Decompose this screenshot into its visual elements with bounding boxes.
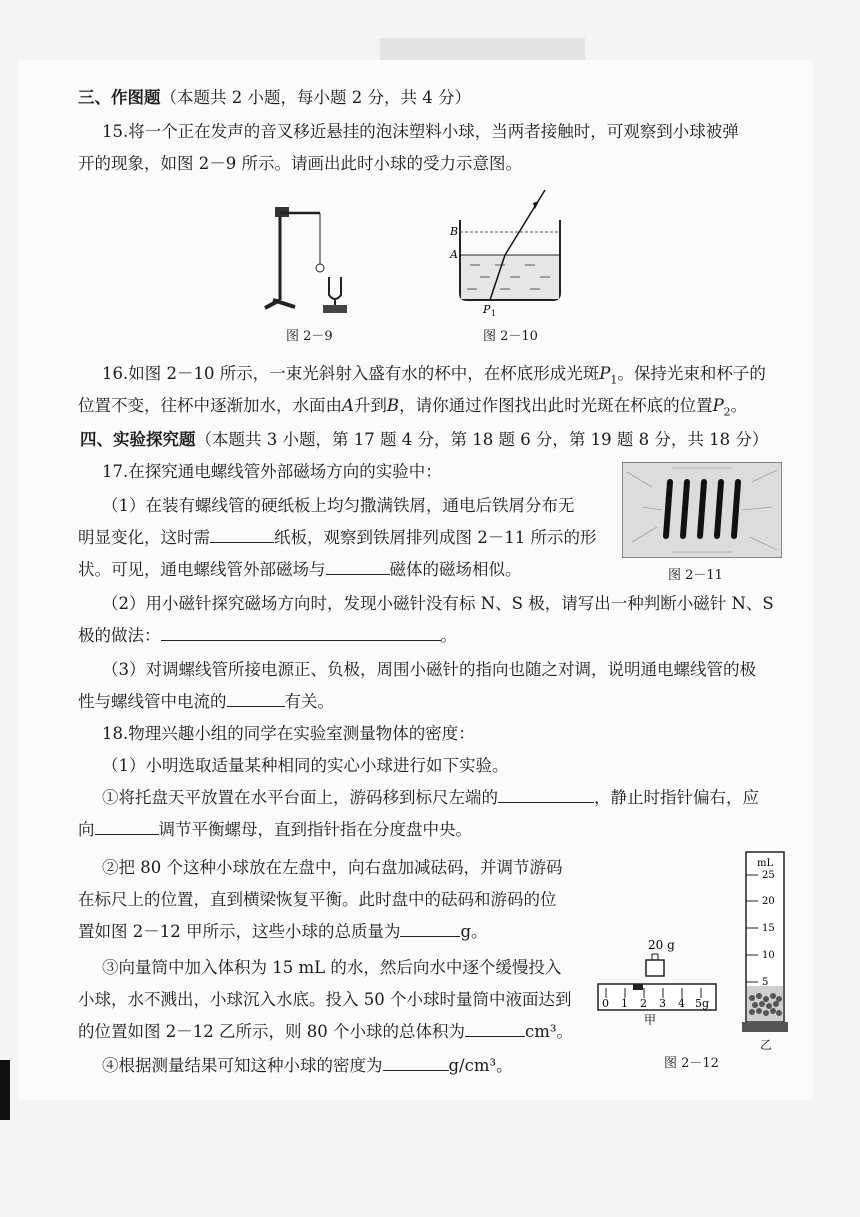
q18-s2-line1: ②把 80 个这种小球放在左盘中，向右盘加减砝码，并调节游码 [102,858,563,877]
section4-note: （本题共 3 小题，第 17 题 4 分，第 18 题 6 分，第 19 题 8 分，共 18 分） [195,430,769,449]
q18-s1-line1: ①将托盘天平放置在水平台面上，游码移到标尺左端的 ，静止时指针偏右，应 [102,788,759,807]
cylinder-tick: 15 [762,923,775,934]
q15-line2: 开的现象，如图 2－9 所示。请画出此时小球的受力示意图。 [78,154,522,173]
figure-2-12-balance-scale [596,936,721,1026]
q17-p2-line2: 极的做法： 。 [78,626,457,645]
q16-line2: 位置不变，往杯中逐渐加水，水面由A升到B，请你通过作图找出此时光斑在杯底的位置$P_2$。 [78,396,748,419]
label-a: A [450,248,458,261]
q18-intro: 18.物理兴趣小组的同学在实验室测量物体的密度： [102,724,475,743]
q17-p1-line3: 状。可见，通电螺线管外部磁场与 磁体的磁场相似。 [78,560,522,579]
cylinder-unit: mL [757,858,774,869]
answer-blank[interactable] [383,1054,449,1071]
cylinder-tick: 10 [762,950,775,961]
section3-note: （本题共 2 小题，每小题 2 分，共 4 分） [160,88,471,107]
section4-title [80,428,768,452]
q18-s1-line2: 向 调节平衡螺母，直到指针指在分度盘中央。 [78,820,472,839]
q18-p1: （1）小明选取适量某种相同的实心小球进行如下实验。 [102,756,509,775]
figure-2-11-solenoid [622,462,782,558]
answer-blank[interactable] [326,558,390,575]
label-p1: P [483,303,491,316]
scale-tick: 5g [695,997,710,1010]
fig29-caption: 图 2－9 [286,329,333,344]
q17-intro: 17.在探究通电螺线管外部磁场方向的实验中： [102,462,442,481]
label-p1-sub: 1 [491,309,497,318]
answer-blank[interactable] [498,786,594,803]
weight-label: 20 g [648,938,675,952]
figure-2-10-water-cup [445,185,575,320]
figure-2-12-graduated-cylinder [738,846,794,1036]
cylinder-tick: 25 [762,870,775,881]
answer-blank[interactable] [95,818,159,835]
answer-blank[interactable] [161,624,441,641]
q18-s2-line2: 在标尺上的位置，直到横梁恢复平衡。此时盘中的砝码和游码的位 [78,890,557,909]
answer-blank[interactable] [465,1020,525,1037]
section4-heading: 四、实验探究题 [80,430,196,449]
scan-edge-mark [0,1060,10,1120]
q18-s2-line3: 置如图 2－12 甲所示，这些小球的总质量为 g。 [78,922,488,941]
section3-heading: 三、作图题 [78,88,161,107]
scale-tick: 4 [678,997,685,1010]
q18-s4: ④根据测量结果可知这种小球的密度为 g/cm³。 [102,1056,513,1075]
fig210-caption: 图 2－10 [483,329,538,344]
label-yi: 乙 [760,1038,773,1052]
scale-tick: 0 [602,997,609,1010]
figure-2-9-tuning-fork [255,195,365,320]
q16-line1: 16.如图 2－10 所示，一束光斜射入盛有水的杯中，在杯底形成光斑$P_1$。保持光束和杯子的 [102,364,766,387]
answer-blank[interactable] [400,920,460,937]
answer-blank[interactable] [210,526,274,543]
q17-p1-line2: 明显变化，这时需 纸板，观察到铁屑排列成图 2－11 所示的形 [78,528,597,547]
label-jia: 甲 [644,1013,657,1026]
scale-tick: 2 [640,997,647,1010]
q17-p2-line1: （2）用小磁针探究磁场方向时，发现小磁针没有标 N、S 极，请写出一种判断小磁针 N、S [102,594,774,613]
label-b: B [450,225,459,238]
q17-p3-line1: （3）对调螺线管所接电源正、负极，周围小磁针的指向也随之对调，说明通电螺线管的极 [102,660,756,679]
q18-s3-line2: 小球，水不溅出，小球沉入水底。投入 50 个小球时量筒中液面达到 [78,990,572,1009]
q17-p1-line1: （1）在装有螺线管的硬纸板上均匀撒满铁屑，通电后铁屑分布无 [102,496,575,515]
q18-s3-line3: 的位置如图 2－12 乙所示，则 80 个小球的总体积为 cm³。 [78,1022,573,1041]
fig211-caption: 图 2－11 [668,568,723,583]
q18-s3-line1: ③向量筒中加入体积为 15 mL 的水，然后向水中逐个缓慢投入 [102,958,562,977]
scale-tick: 1 [621,997,628,1010]
q15-line1: 15.将一个正在发声的音叉移近悬挂的泡沫塑料小球，当两者接触时，可观察到小球被弹 [102,122,739,141]
fig212-caption: 图 2－12 [664,1056,719,1071]
answer-blank[interactable] [227,690,285,707]
q17-p3-line2: 性与螺线管中电流的 有关。 [78,692,334,711]
cylinder-tick: 20 [762,896,775,907]
rider [633,984,643,990]
scale-tick: 3 [659,997,666,1010]
section3-title [78,86,471,110]
cylinder-tick: 5 [762,977,769,988]
